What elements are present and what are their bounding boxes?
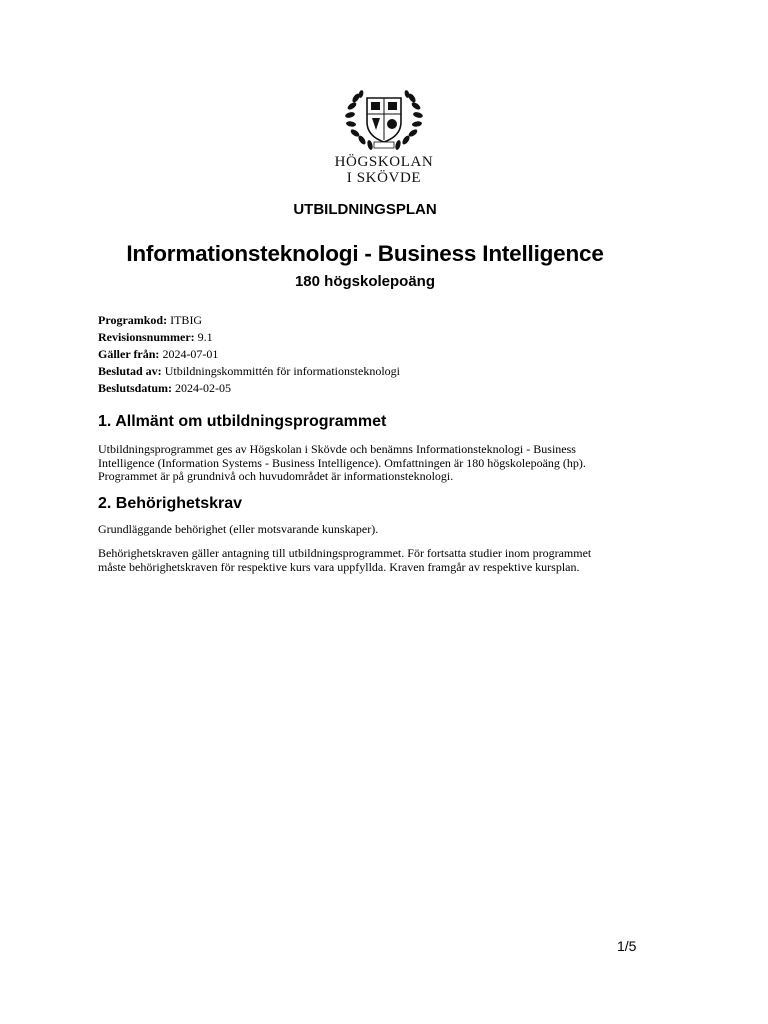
program-metadata (98, 312, 698, 397)
meta-value: ITBIG (170, 313, 203, 327)
program-credits: 180 högskolepoäng (294, 273, 436, 290)
meta-row-decided-by (98, 363, 698, 380)
university-seal-icon (334, 84, 434, 154)
meta-label: Revisionsnummer: (98, 330, 195, 344)
university-name-line1: HÖGSKOLAN (334, 154, 434, 170)
paragraph-line: Grundläggande behörighet (eller motsvarande kunskaper). (98, 522, 379, 536)
section-paragraph (98, 523, 658, 537)
program-title: Informationsteknologi - Business Intelligence (126, 241, 604, 266)
meta-label: Beslutsdatum: (98, 381, 173, 395)
meta-value: Utbildningskommittén för informationsteknologi (164, 364, 400, 378)
university-logo (0, 84, 768, 186)
section-heading-eligibility: 2. Behörighetskrav (98, 495, 243, 512)
meta-label: Beslutad av: (98, 364, 162, 378)
meta-value: 2024-02-05 (175, 381, 232, 395)
meta-row-decision-date (98, 380, 698, 397)
university-name-line2: I SKÖVDE (346, 170, 422, 186)
page-number: 1/5 (617, 938, 637, 954)
paragraph-line: Intelligence (Information Systems - Business Intelligence). Omfattningen är 180 högskolepoäng (hp). (98, 455, 586, 470)
meta-label: Programkod: (98, 313, 168, 327)
meta-row-valid-from (98, 346, 698, 363)
meta-label: Gäller från: (98, 347, 160, 361)
meta-row-revision (98, 329, 698, 346)
meta-value: 2024-07-01 (162, 347, 219, 361)
section-paragraph (98, 443, 658, 484)
university-name (335, 154, 434, 186)
paragraph-line: Behörighetskraven gäller antagning till utbildningsprogrammet. För fortsatta studier inom programmet (98, 546, 592, 560)
paragraph-line: Utbildningsprogrammet ges av Högskolan i Skövde och benämns Informationsteknologi - Business (98, 442, 576, 456)
document-type-heading: UTBILDNINGSPLAN (293, 201, 437, 218)
paragraph-line: måste behörighetskraven för respektive kurs vara uppfyllda. Kraven framgår av respektive kursplan. (98, 559, 580, 574)
meta-row-program-code (98, 312, 698, 329)
meta-value: 9.1 (197, 330, 213, 344)
section-heading-general: 1. Allmänt om utbildningsprogrammet (98, 413, 387, 430)
paragraph-line: Programmet är på grundnivå och huvudområdet är informationsteknologi. (98, 469, 454, 483)
section-paragraph (98, 547, 658, 574)
